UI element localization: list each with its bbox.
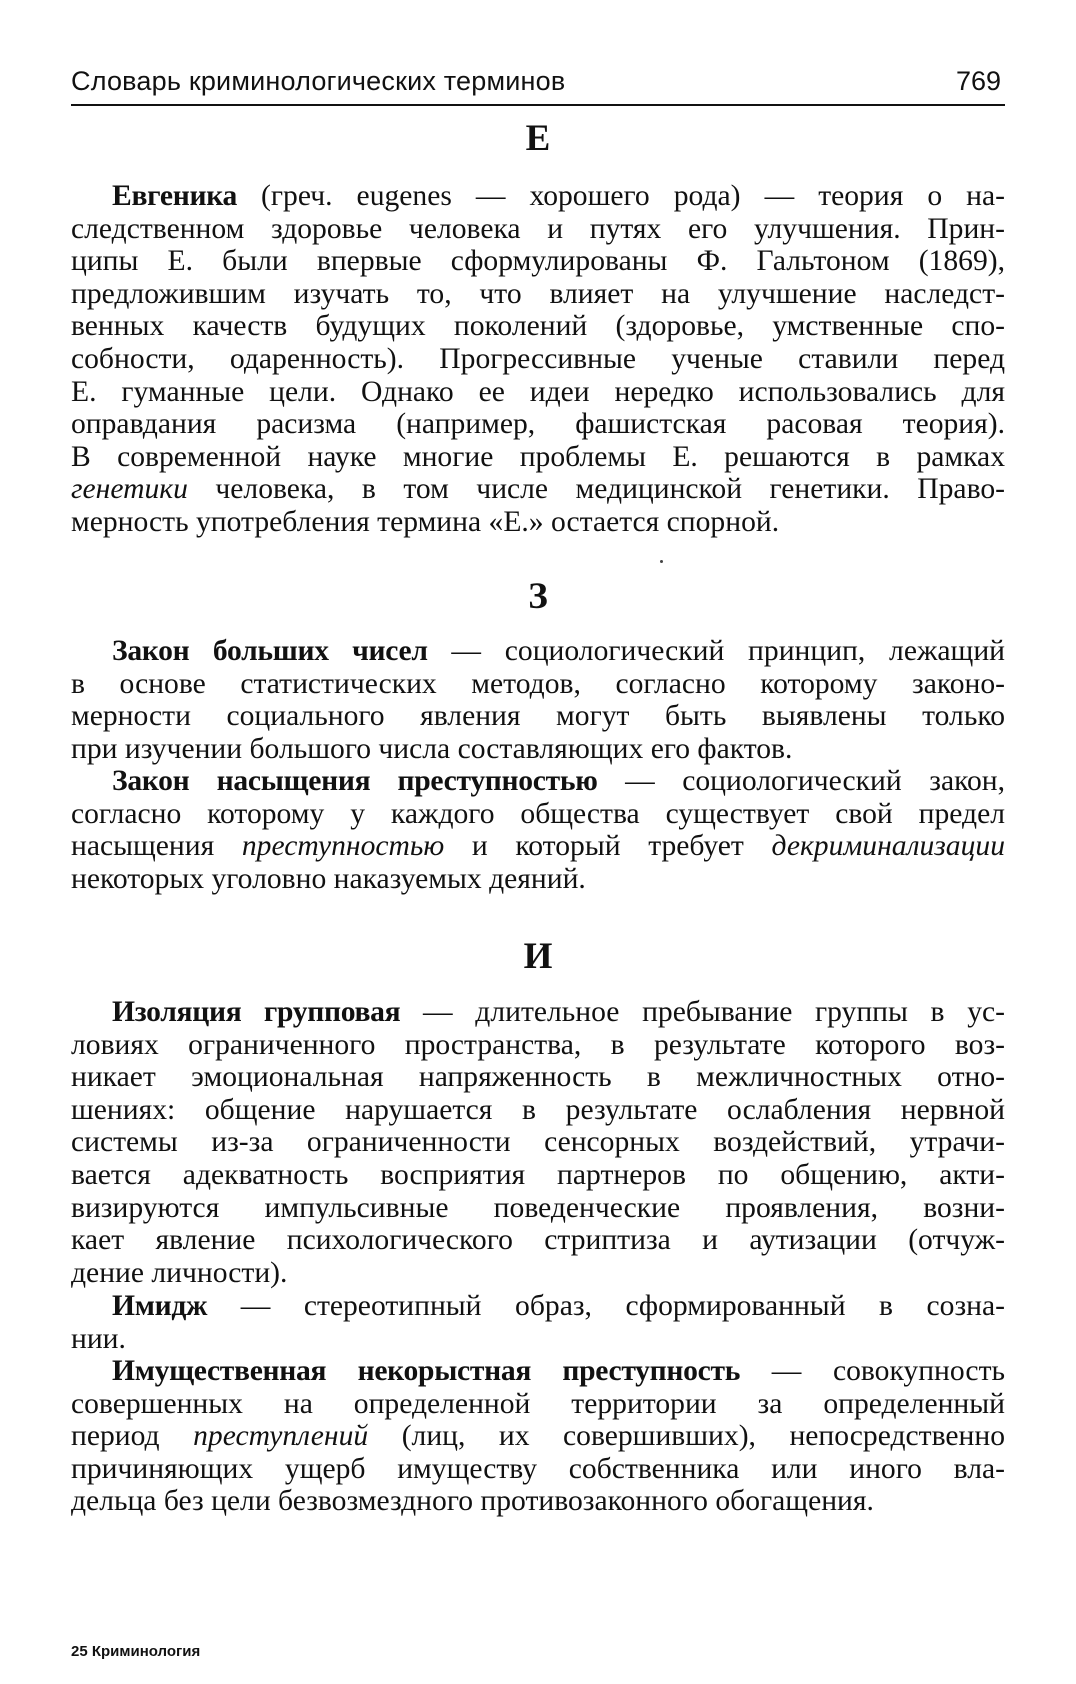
entry-text: никает эмоциональная напряженность в межличностных отно- bbox=[71, 1061, 1005, 1094]
cross-reference: генетики bbox=[71, 473, 188, 506]
entry-text: ципы Е. были впервые сформулированы Ф. Гальтоном (1869), bbox=[71, 245, 1005, 278]
entry-line bbox=[71, 1159, 1005, 1192]
entry-line bbox=[71, 376, 1005, 409]
printer-signature: 25 Криминология bbox=[71, 1643, 201, 1660]
entry-line bbox=[71, 213, 1005, 246]
headword: Евгеника bbox=[112, 180, 238, 212]
entry-text: мерность употребления термина «Е.» остается спорной. bbox=[71, 505, 780, 538]
entry-line bbox=[71, 1126, 1005, 1159]
entry-text: нии. bbox=[71, 1322, 126, 1355]
cross-reference: декриминализации bbox=[771, 830, 1005, 863]
entry-text: человека, в том числе медицинской генетики. Право- bbox=[187, 473, 1005, 506]
entry-text: системы из-за ограниченности сенсорных воздействий, утрачи- bbox=[71, 1126, 1005, 1159]
entry-text: Е. гуманные цели. Однако ее идеи нередко использовались для bbox=[71, 375, 1005, 408]
cross-reference: преступностью bbox=[241, 830, 445, 863]
cross-reference: преступлений bbox=[193, 1420, 369, 1453]
entry-line bbox=[71, 668, 1005, 701]
entry-line bbox=[71, 1061, 1005, 1094]
entry-text: — социологический закон, bbox=[597, 765, 1005, 797]
entry-line bbox=[71, 506, 1005, 539]
entry-line bbox=[71, 635, 1005, 668]
entry-line bbox=[71, 1192, 1005, 1225]
entry-text: при изучении большого числа составляющих его фактов. bbox=[71, 732, 793, 765]
entry-line bbox=[71, 1420, 1005, 1453]
entry-text: дение личности). bbox=[71, 1256, 288, 1289]
entry-line bbox=[71, 343, 1005, 376]
headword: Имущественная некорыстная преступность bbox=[112, 1355, 741, 1387]
entry-line bbox=[71, 278, 1005, 311]
entry-text: шениях: общение нарушается в результате ослабления нервной bbox=[71, 1093, 1005, 1126]
entry-line bbox=[71, 473, 1005, 506]
entry-text: ловиях ограниченного пространства, в результате которого воз- bbox=[71, 1028, 1005, 1061]
entry-text: совершенных на определенной территории за определенный bbox=[71, 1387, 1005, 1420]
entry-line bbox=[71, 1257, 1005, 1290]
entry-line bbox=[71, 830, 1005, 863]
entry-text: — совокупность bbox=[740, 1355, 1005, 1387]
entry-text: насыщения bbox=[71, 830, 242, 863]
headword: Закон больших чисел bbox=[112, 635, 428, 667]
entry-text: кает явление психологического стриптиза и аутизации (отчуж- bbox=[71, 1224, 1005, 1257]
entry-imidzh bbox=[71, 1290, 1005, 1355]
entry-text: — длительное пребывание группы в ус- bbox=[400, 996, 1005, 1028]
headword: Имидж bbox=[112, 1290, 208, 1322]
entry-zakon-bolshikh-chisel bbox=[71, 635, 1005, 765]
entry-line bbox=[71, 700, 1005, 733]
entry-line bbox=[71, 733, 1005, 766]
running-head bbox=[71, 62, 1005, 106]
entry-text: В современной науке многие проблемы Е. решаются в рамках bbox=[71, 440, 1005, 473]
entry-line bbox=[71, 1388, 1005, 1421]
entry-text: (лиц, их совершивших), непосредственно bbox=[368, 1420, 1005, 1453]
entry-line bbox=[71, 798, 1005, 831]
entry-text: визируются импульсивные поведенческие проявления, возни- bbox=[71, 1191, 1005, 1224]
entry-text: — социологический принцип, лежащий bbox=[427, 635, 1005, 667]
entry-text: венных качеств будущих поколений (здоровье, умственные спо- bbox=[71, 310, 1005, 343]
headword: Изоляция групповая bbox=[112, 996, 401, 1028]
entry-text: (греч. eugenes — хорошего рода) — теория о на- bbox=[237, 180, 1005, 212]
entry-evgenika bbox=[71, 180, 1005, 539]
entry-line bbox=[71, 996, 1005, 1029]
entry-line bbox=[71, 1290, 1005, 1323]
section-letter-i: И bbox=[523, 936, 553, 977]
entry-line bbox=[71, 441, 1005, 474]
running-head-title: Словарь криминологических терминов bbox=[71, 66, 566, 96]
entry-line bbox=[71, 1453, 1005, 1486]
entry-line bbox=[71, 1355, 1005, 1388]
entry-line bbox=[71, 310, 1005, 343]
entry-text: — стереотипный образ, сформированный в созна- bbox=[207, 1290, 1005, 1322]
section-letter-e: Е bbox=[525, 118, 551, 159]
print-speck bbox=[660, 560, 663, 563]
entry-text: оправдания расизма (например, фашистская расовая теория). bbox=[71, 408, 1005, 441]
entry-text: некоторых уголовно наказуемых деяний. bbox=[71, 862, 586, 895]
entry-line bbox=[71, 1029, 1005, 1062]
entry-text: вается адекватность восприятия партнеров по общению, акти- bbox=[71, 1158, 1005, 1191]
entry-text: мерности социального явления могут быть выявлены только bbox=[71, 700, 1005, 733]
entry-text: причиняющих ущерб имуществу собственника или иного вла- bbox=[71, 1452, 1005, 1485]
entry-line bbox=[71, 1224, 1005, 1257]
entry-text: следственном здоровье человека и путях его улучшения. Прин- bbox=[71, 212, 1005, 245]
entry-line bbox=[71, 1323, 1005, 1356]
entry-izolyatsiya-gruppovaya bbox=[71, 996, 1005, 1289]
entry-text: дельца без цели безвозмездного противозаконного обогащения. bbox=[71, 1485, 874, 1518]
headword: Закон насыщения преступностью bbox=[112, 765, 598, 797]
section-letter-z: З bbox=[528, 576, 548, 617]
entry-line bbox=[71, 863, 1005, 896]
entry-imushchestvennaya bbox=[71, 1355, 1005, 1518]
page-number: 769 bbox=[955, 66, 1001, 96]
entry-text: собности, одаренность). Прогрессивные ученые ставили перед bbox=[71, 342, 1005, 375]
entry-line bbox=[71, 245, 1005, 278]
entry-text: согласно которому у каждого общества существует свой предел bbox=[71, 797, 1005, 830]
entry-line bbox=[71, 1485, 1005, 1518]
entry-line bbox=[71, 765, 1005, 798]
entry-line bbox=[71, 180, 1005, 213]
entry-text: и который требует bbox=[444, 830, 772, 863]
entry-text: период bbox=[71, 1420, 194, 1453]
entry-text: в основе статистических методов, согласно которому законо- bbox=[71, 667, 1005, 700]
entry-line bbox=[71, 1094, 1005, 1127]
entry-line bbox=[71, 408, 1005, 441]
entry-zakon-nasyshcheniya bbox=[71, 765, 1005, 895]
entry-text: предложившим изучать то, что влияет на улучшение наследст- bbox=[71, 277, 1005, 310]
